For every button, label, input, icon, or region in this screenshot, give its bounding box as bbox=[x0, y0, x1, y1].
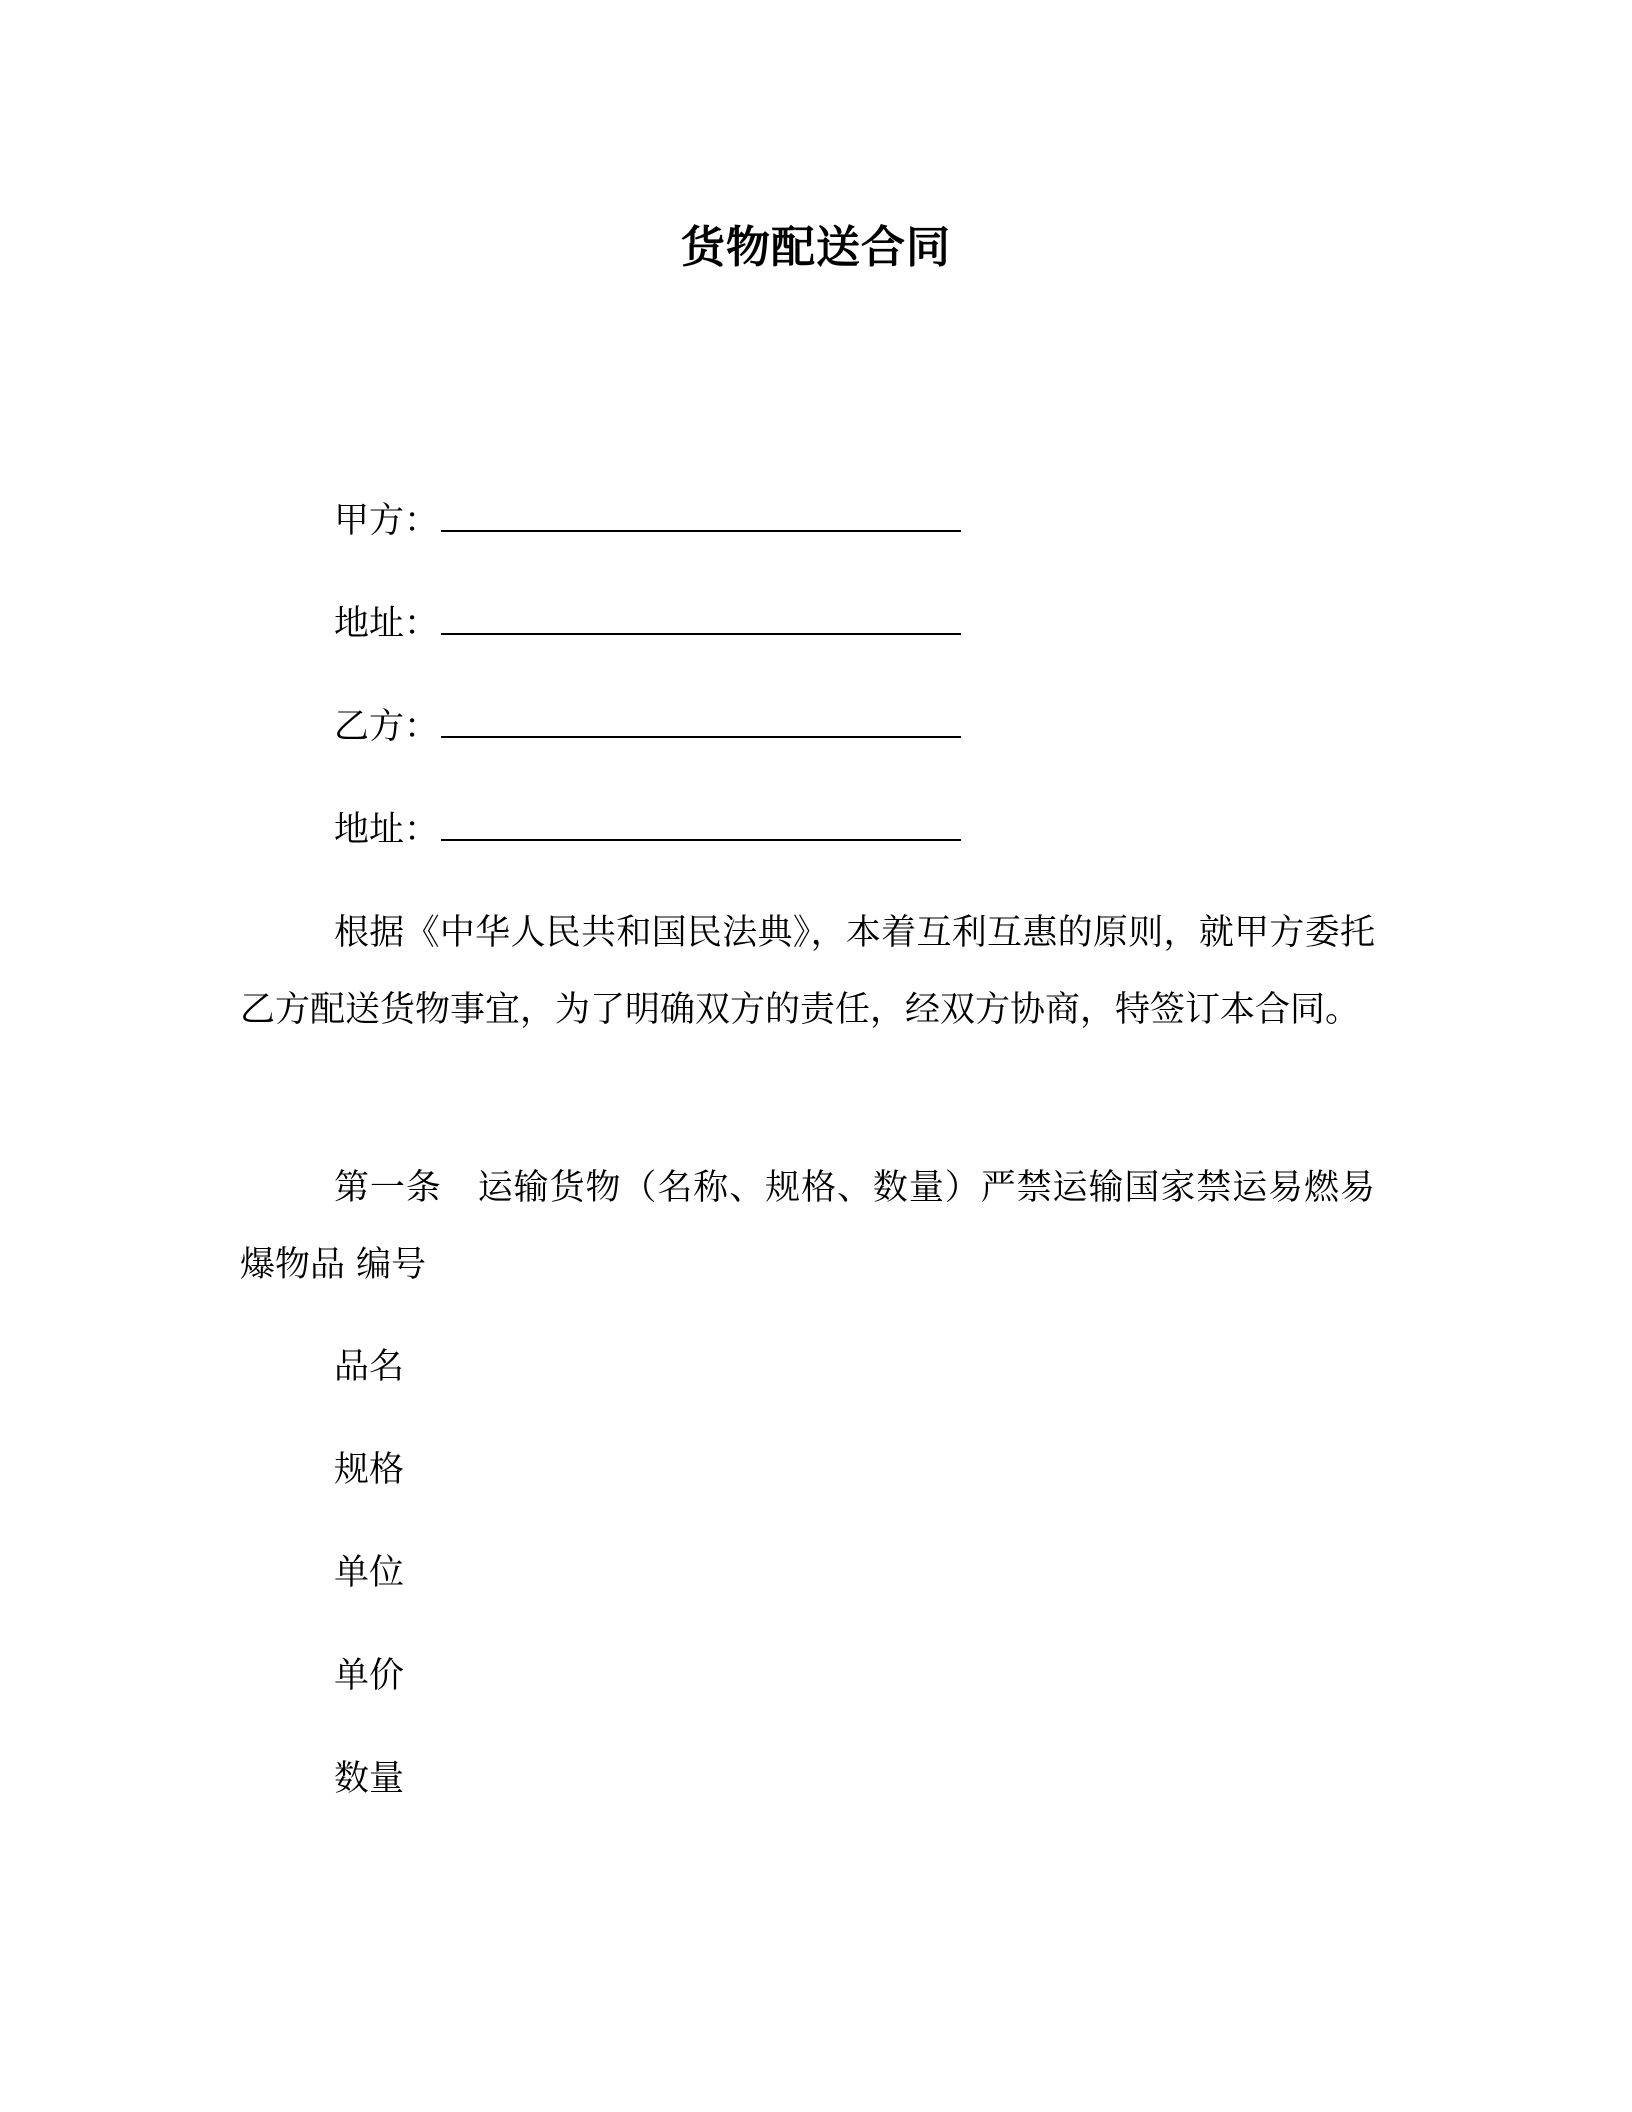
party-b-line bbox=[334, 702, 961, 752]
article-1-paragraph: 第一条 运输货物（名称、规格、数量）严禁运输国家禁运易燃易爆物品 编号 bbox=[240, 1168, 1375, 1285]
preamble-paragraph: 根据《中华人民共和国民法典》，本着互利互惠的原则，就甲方委托乙方配送货物事宜，为了明确双方的责任，经双方协商，特签订本合同。 bbox=[240, 913, 1375, 1030]
party-b-address-label: 地址： bbox=[334, 810, 440, 850]
party-b-blank[interactable] bbox=[441, 708, 961, 738]
party-a-address-label: 地址： bbox=[334, 604, 440, 644]
document-title: 货物配送合同 bbox=[681, 222, 951, 273]
party-b-address-line bbox=[334, 805, 961, 855]
field-quantity: 数量 bbox=[334, 1759, 405, 1799]
party-a-address-blank[interactable] bbox=[441, 605, 961, 635]
field-unit-price: 单价 bbox=[334, 1656, 405, 1696]
field-product-name: 品名 bbox=[334, 1347, 405, 1387]
field-specification: 规格 bbox=[334, 1450, 405, 1490]
party-a-label: 甲方： bbox=[334, 501, 440, 541]
party-a-address-line bbox=[334, 599, 961, 649]
party-a-blank[interactable] bbox=[441, 502, 961, 532]
party-b-address-blank[interactable] bbox=[441, 811, 961, 841]
party-a-line bbox=[334, 496, 961, 546]
field-unit: 单位 bbox=[334, 1553, 405, 1593]
party-b-label: 乙方： bbox=[334, 707, 440, 747]
